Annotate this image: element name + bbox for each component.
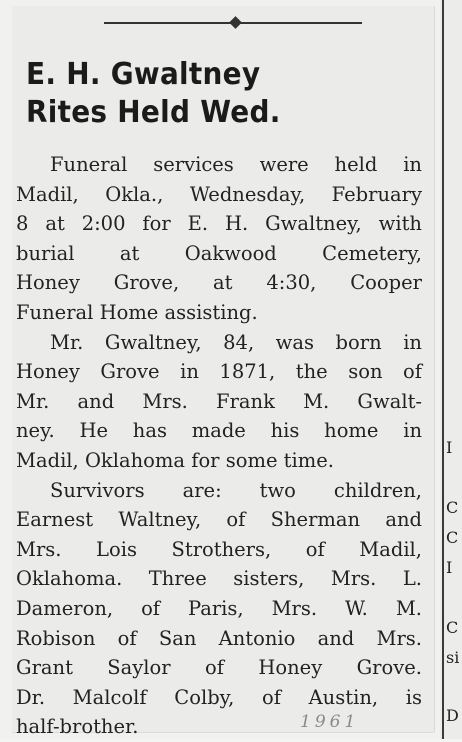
article-body (16, 150, 436, 742)
edge-fragment: I (446, 558, 453, 577)
article-line: Honey Grove, at 4:30, Cooper (16, 271, 422, 295)
article-line: Mr. Gwaltney, 84, was born in (50, 330, 422, 354)
article-line: ney. He has made his home in (16, 419, 422, 443)
article-line: Honey Grove in 1871, the son of (16, 360, 422, 384)
headline-line-2: Rites Held Wed. (26, 95, 281, 130)
article-line: Mrs. Lois Strothers, of Madil, (16, 537, 422, 561)
article-line: Earnest Waltney, of Sherman and (16, 508, 422, 532)
article-line: burial at Oakwood Cemetery, (16, 241, 422, 265)
rule-ornament (229, 16, 242, 29)
article-line: half-brother. (16, 715, 139, 739)
edge-fragment: si (446, 648, 460, 667)
edge-fragment: D (446, 706, 459, 725)
article-line: Madil, Oklahoma for some time. (16, 448, 334, 472)
edge-border (442, 0, 444, 739)
article-line: Oklahoma. Three sisters, Mrs. L. (16, 567, 422, 591)
article-line: Grant Saylor of Honey Grove. (16, 656, 422, 680)
edge-fragment: C (446, 498, 459, 517)
article-line: Dameron, of Paris, Mrs. W. M. (16, 596, 422, 620)
pencil-annotation: 1961 (300, 712, 360, 732)
article-line: 8 at 2:00 for E. H. Gwaltney, with (16, 212, 422, 236)
headline (26, 56, 281, 132)
article-line: Robison of San Antonio and Mrs. (16, 626, 422, 650)
article-line: Survivors are: two children, (50, 478, 422, 502)
headline-line-1: E. H. Gwaltney (26, 57, 261, 92)
edge-fragment: C (446, 618, 459, 637)
article-line: Funeral services were held in (50, 153, 422, 176)
edge-fragment: I (446, 438, 453, 457)
article-line: Madil, Okla., Wednesday, February (16, 182, 422, 206)
article-line: Funeral Home assisting. (16, 300, 258, 324)
article-line: Dr. Malcolf Colby, of Austin, is (16, 685, 422, 709)
article-line: Mr. and Mrs. Frank M. Gwalt- (16, 389, 422, 413)
edge-fragment: C (446, 528, 459, 547)
